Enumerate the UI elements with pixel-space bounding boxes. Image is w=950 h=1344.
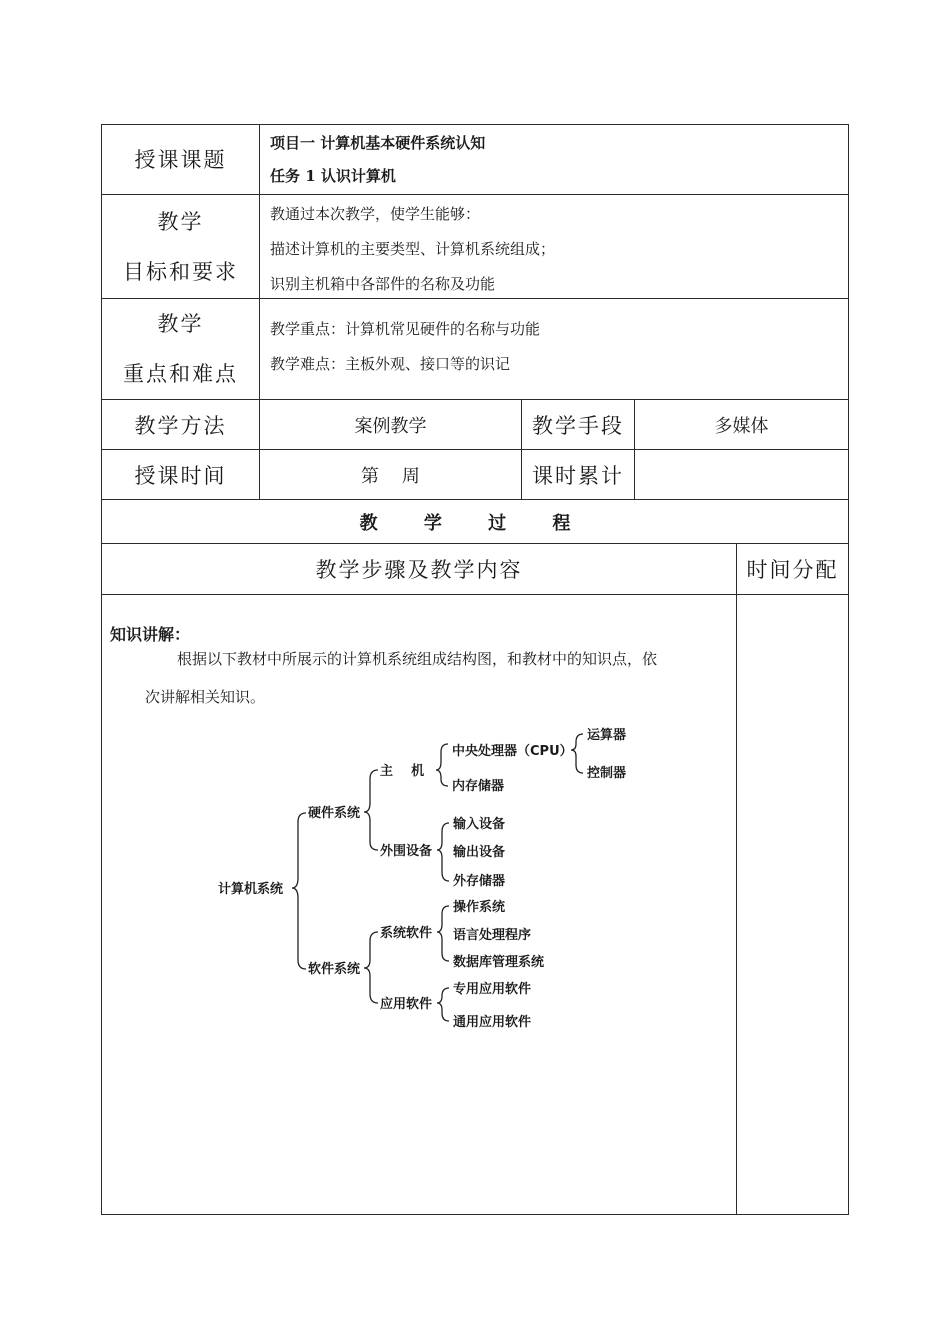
node-os: 操作系统 (453, 900, 506, 915)
node-output: 输出设备 (453, 845, 506, 860)
paragraph-line2: 次讲解相关知识。 (145, 688, 266, 706)
content-col-header: 教学步骤及教学内容 (315, 558, 523, 582)
brace-app-sw (437, 988, 449, 1021)
node-host: 主 机 (380, 764, 425, 779)
focus-item: 教学难点：主板外观、接口等的识记 (270, 355, 511, 373)
section-title: 知识讲解： (110, 625, 191, 644)
paragraph-line1: 根据以下教材中所展示的计算机系统组成结构图，和教材中的知识点，依 (177, 650, 658, 668)
brace-cpu (571, 734, 583, 773)
node-peripheral: 外围设备 (380, 844, 433, 859)
means-label: 教学手段 (532, 413, 624, 438)
brace-host (436, 744, 448, 786)
brace-root (292, 813, 306, 969)
node-memory: 内存储器 (452, 779, 505, 794)
node-general-app: 通用应用软件 (453, 1015, 532, 1030)
goal-item: 识别主机箱中各部件的名称及功能 (270, 275, 496, 293)
focus-item: 教学重点：计算机常见硬件的名称与功能 (270, 320, 541, 338)
node-dbms: 数据库管理系统 (453, 955, 545, 970)
method-label: 教学方法 (134, 413, 227, 438)
node-alu: 运算器 (587, 728, 627, 743)
process-heading: 教 学 过 程 (359, 512, 591, 534)
node-app-sw: 应用软件 (380, 997, 433, 1012)
topic-label: 授课课题 (134, 147, 227, 172)
node-lang: 语言处理程序 (453, 928, 532, 943)
brace-software (364, 932, 378, 1003)
method-value: 案例教学 (354, 415, 427, 437)
node-hardware: 硬件系统 (308, 806, 361, 821)
time-label: 授课时间 (134, 463, 227, 488)
brace-hardware (364, 770, 378, 850)
goals-label-line2: 目标和要求 (123, 259, 238, 284)
brace-system-sw (437, 906, 449, 961)
goal-item: 教通过本次教学，使学生能够： (270, 205, 481, 223)
topic-line1: 项目一 计算机基本硬件系统认知 (270, 134, 486, 152)
node-system-sw: 系统软件 (380, 926, 433, 941)
node-special-app: 专用应用软件 (453, 982, 532, 997)
node-root: 计算机系统 (218, 882, 284, 897)
node-controller: 控制器 (587, 766, 627, 781)
brace-peripheral (437, 823, 449, 881)
node-input: 输入设备 (453, 817, 506, 832)
topic-line2: 任务 1 认识计算机 (270, 167, 396, 185)
goal-item: 描述计算机的主要类型、计算机系统组成； (270, 240, 556, 258)
hours-label: 课时累计 (532, 463, 624, 488)
means-value: 多媒体 (714, 415, 769, 437)
node-storage: 外存储器 (453, 874, 506, 889)
goals-label-line1: 教学 (157, 209, 204, 234)
node-software: 软件系统 (308, 962, 361, 977)
time-col-header: 时间分配 (746, 558, 839, 582)
focus-label-line1: 教学 (157, 312, 204, 336)
time-value: 第 周 (361, 465, 420, 487)
node-cpu: 中央处理器（CPU） (452, 744, 573, 759)
focus-label-line2: 重点和难点 (123, 362, 238, 386)
